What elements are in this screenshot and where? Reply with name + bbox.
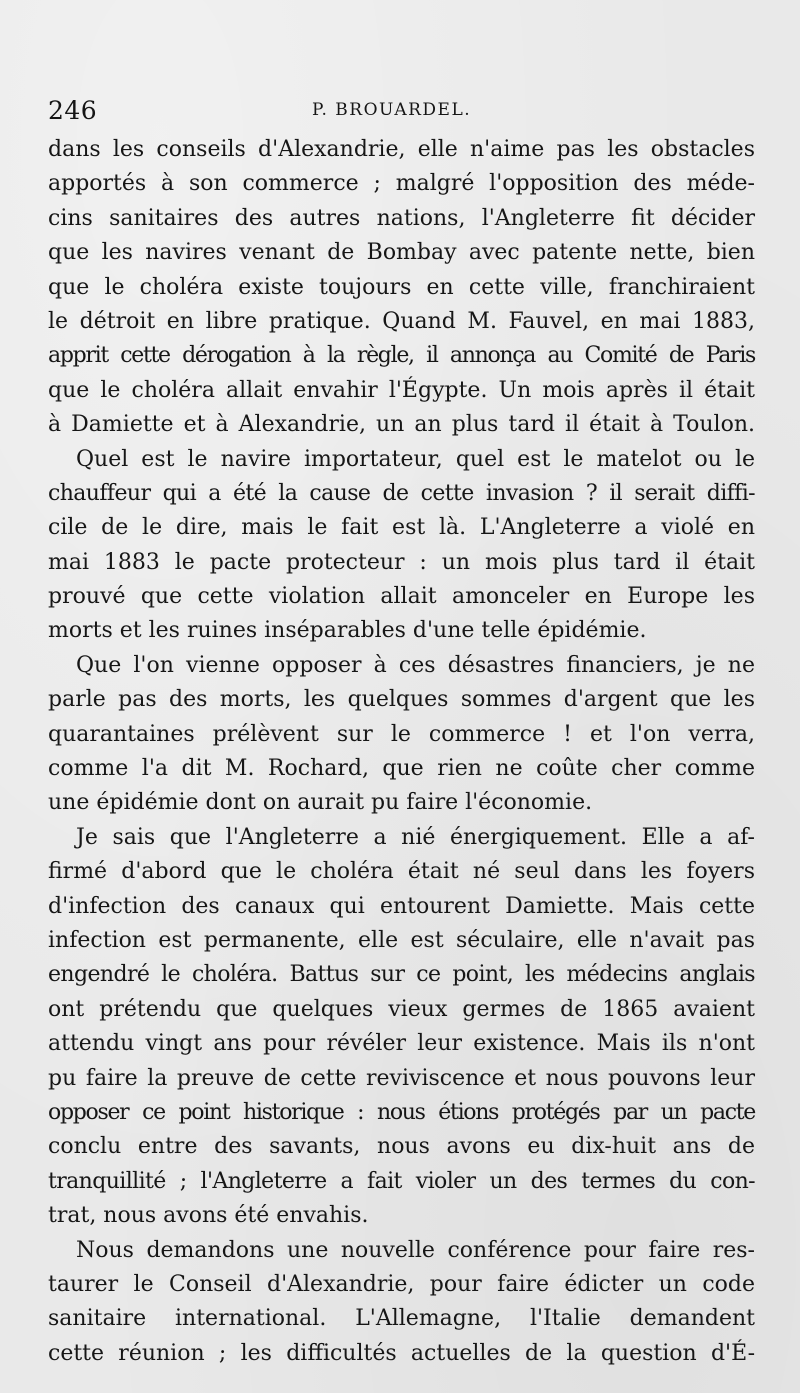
page-header bbox=[48, 92, 748, 132]
text-line: taurer le Conseil d'Alexandrie, pour faire édicter un code bbox=[48, 1271, 755, 1297]
text-line: comme l'a dit M. Rochard, que rien ne coûte cher comme bbox=[48, 756, 755, 782]
running-head: P. BROUARDEL. bbox=[312, 100, 472, 120]
text-line: que les navires venant de Bombay avec patente nette, bien bbox=[48, 240, 755, 266]
text-line: Je sais que l'Angleterre a nié énergiquement. Elle a af- bbox=[76, 824, 755, 850]
text-line: sanitaire international. L'Allemagne, l'Italie demandent bbox=[48, 1306, 755, 1332]
text-line: que le choléra allait envahir l'Égypte. Un mois après il était bbox=[48, 377, 755, 403]
text-line: Quel est le navire importateur, quel est le matelot ou le bbox=[76, 446, 755, 472]
text-line: apportés à son commerce ; malgré l'opposition des méde- bbox=[48, 171, 755, 197]
text-line: tranquillité ; l'Angleterre a fait violer un des termes du con- bbox=[48, 1168, 755, 1194]
text-line: dans les conseils d'Alexandrie, elle n'aime pas les obstacles bbox=[48, 137, 755, 162]
text-line: une épidémie dont on aurait pu faire l'économie. bbox=[48, 790, 593, 816]
text-line: Nous demandons une nouvelle conférence pour faire res- bbox=[76, 1237, 755, 1263]
text-line: cette réunion ; les difficultés actuelles de la question d'É- bbox=[48, 1340, 755, 1366]
text-line: quarantaines prélèvent sur le commerce ! et l'on verra, bbox=[48, 721, 755, 747]
page-number: 246 bbox=[48, 96, 98, 125]
text-line: morts et les ruines inséparables d'une telle épidémie. bbox=[48, 618, 647, 644]
text-line: que le choléra existe toujours en cette ville, franchiraient bbox=[48, 274, 755, 300]
text-line: opposer ce point historique : nous étions protégés par un pacte bbox=[48, 1099, 755, 1125]
text-line: engendré le choléra. Battus sur ce point, les médecins anglais bbox=[48, 962, 755, 988]
text-line: parle pas des morts, les quelques sommes d'argent que les bbox=[48, 687, 755, 713]
text-line: infection est permanente, elle est séculaire, elle n'avait pas bbox=[48, 927, 755, 953]
text-line: mai 1883 le pacte protecteur : un mois plus tard il était bbox=[48, 549, 755, 575]
text-line: conclu entre des savants, nous avons eu dix-huit ans de bbox=[48, 1134, 755, 1160]
text-line: à Damiette et à Alexandrie, un an plus tard il était à Toulon. bbox=[48, 412, 755, 438]
text-line: attendu vingt ans pour révéler leur existence. Mais ils n'ont bbox=[48, 1031, 755, 1057]
body-text bbox=[48, 133, 755, 1371]
text-line: Que l'on vienne opposer à ces désastres financiers, je ne bbox=[76, 652, 755, 678]
text-line: chauffeur qui a été la cause de cette invasion ? il serait diffi- bbox=[48, 480, 755, 506]
text-line: cile de le dire, mais le fait est là. L'Angleterre a violé en bbox=[48, 515, 755, 541]
text-line: ont prétendu que quelques vieux germes de 1865 avaient bbox=[48, 996, 755, 1022]
text-line: le détroit en libre pratique. Quand M. Fauvel, en mai 1883, bbox=[48, 308, 755, 334]
text-line: prouvé que cette violation allait amonceler en Europe les bbox=[48, 584, 755, 610]
text-line: firmé d'abord que le choléra était né seul dans les foyers bbox=[48, 859, 755, 885]
text-line: trat, nous avons été envahis. bbox=[48, 1203, 369, 1229]
text-line: cins sanitaires des autres nations, l'Angleterre fit décider bbox=[48, 205, 755, 231]
text-line: apprit cette dérogation à la règle, il annonça au Comité de Paris bbox=[48, 343, 755, 369]
text-line: d'infection des canaux qui entourent Damiette. Mais cette bbox=[48, 893, 755, 919]
text-line: pu faire la preuve de cette reviviscence et nous pouvons leur bbox=[48, 1065, 755, 1091]
